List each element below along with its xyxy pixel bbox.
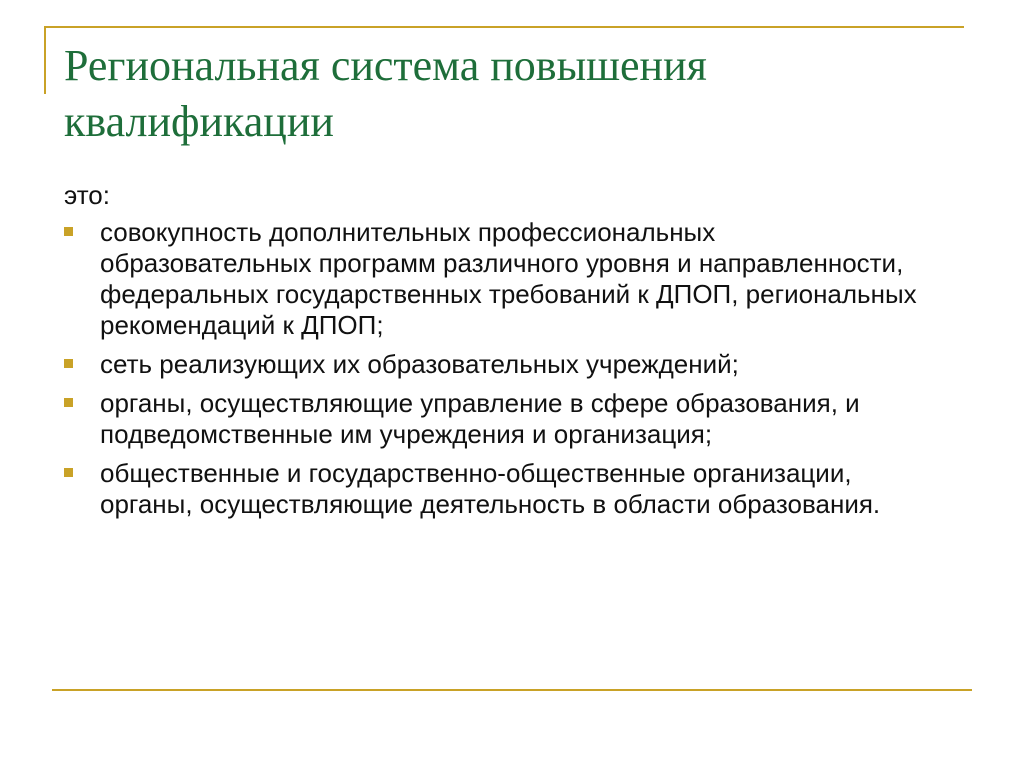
bullet-text: сеть реализующих их образовательных учреждений; — [100, 349, 739, 379]
intro-text: это: — [64, 180, 110, 210]
slide-title: Региональная система повышения квалификации — [64, 41, 707, 146]
bullet-list — [64, 217, 924, 520]
bullet-text: совокупность дополнительных профессиональных образовательных программ различного уровня и направленности, федеральных государственных требований к ДПОП, региональных рекомендаций к ДПОП; — [100, 217, 917, 340]
bullet-item — [64, 388, 924, 450]
square-bullet-icon — [64, 227, 73, 236]
slide-body — [64, 180, 924, 528]
square-bullet-icon — [64, 468, 73, 477]
square-bullet-icon — [64, 398, 73, 407]
bullet-item — [64, 349, 924, 380]
title-frame-left-rule — [44, 26, 46, 94]
square-bullet-icon — [64, 359, 73, 368]
bullet-text: общественные и государственно-общественные организации, органы, осуществляющие деятельность в области образования. — [100, 458, 881, 519]
bullet-item — [64, 458, 924, 520]
bullet-text: органы, осуществляющие управление в сфере образования, и подведомственные им учреждения и организация; — [100, 388, 860, 449]
bullet-item — [64, 217, 924, 341]
title-frame-top-rule — [44, 26, 964, 28]
footer-rule — [52, 689, 972, 691]
